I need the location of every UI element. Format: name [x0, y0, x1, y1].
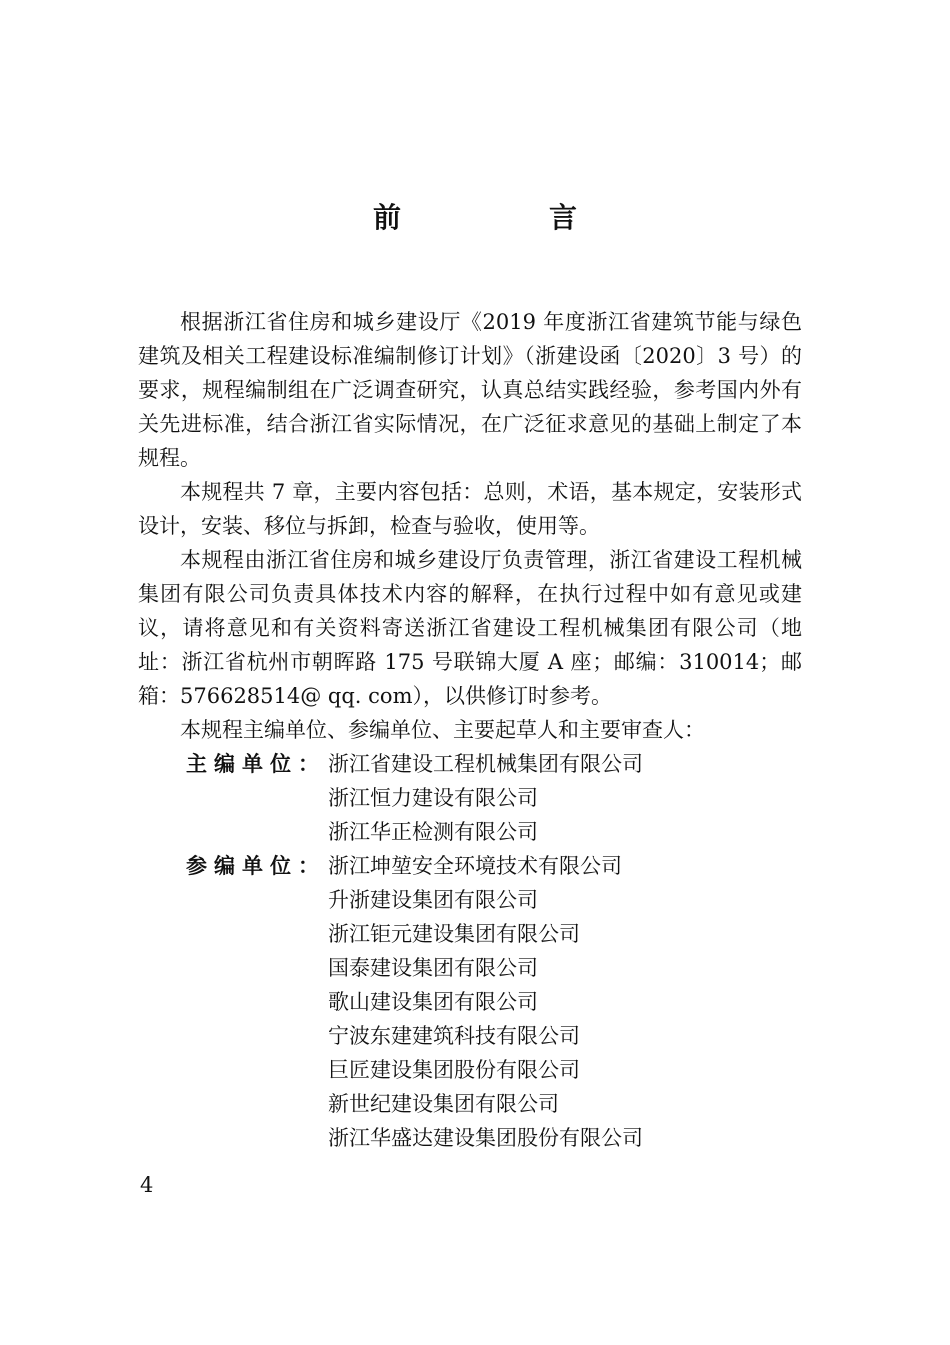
paragraph-management: 本规程由浙江省住房和城乡建设厅负责管理，浙江省建设工程机械集团有限公司负责具体技术内容的解释，在执行过程中如有意见或建议，请将意见和有关资料寄送浙江省建设工程机械集团有限公司（地址：浙江省杭州市朝晖路 175 号联锦大厦 A 座；邮编：310014；邮箱：576628514@ qq. com），以供修订时参考。 [138, 548, 802, 708]
chief-units-group [138, 747, 802, 849]
list-item: 国泰建设集团有限公司 [328, 956, 538, 980]
units-section [138, 747, 802, 1155]
list-item: 浙江恒力建设有限公司 [328, 786, 538, 810]
list-item: 浙江省建设工程机械集团有限公司 [328, 752, 643, 776]
list-item: 歌山建设集团有限公司 [328, 990, 538, 1014]
participating-units-list [328, 849, 643, 1155]
list-item: 巨匠建设集团股份有限公司 [328, 1058, 580, 1082]
preface-body [138, 305, 802, 1155]
page-title: 前 言 [372, 201, 637, 234]
paragraph-contents: 本规程共 7 章，主要内容包括：总则，术语，基本规定，安装形式设计，安装、移位与拆卸，检查与验收，使用等。 [138, 480, 802, 538]
paragraph-background: 根据浙江省住房和城乡建设厅《2019 年度浙江省建筑节能与绿色建筑及相关工程建设标准编制修订计划》（浙建设函〔2020〕3 号）的要求，规程编制组在广泛调查研究，认真总结实践经验，参考国内外有关先进标准，结合浙江省实际情况，在广泛征求意见的基础上制定了本规程。 [138, 310, 802, 470]
participating-units-label: 参编单位： [186, 853, 319, 878]
list-item: 浙江坤堃安全环境技术有限公司 [328, 854, 622, 878]
list-item: 新世纪建设集团有限公司 [328, 1092, 559, 1116]
list-item: 宁波东建建筑科技有限公司 [328, 1024, 580, 1048]
participating-units-group [138, 849, 802, 1155]
chief-units-list [328, 747, 643, 849]
list-item: 浙江钜元建设集团有限公司 [328, 922, 580, 946]
list-item: 浙江华正检测有限公司 [328, 820, 538, 844]
page-number: 4 [140, 1173, 154, 1197]
list-item: 升浙建设集团有限公司 [328, 888, 538, 912]
list-item: 浙江华盛达建设集团股份有限公司 [328, 1126, 643, 1150]
paragraph-units-intro: 本规程主编单位、参编单位、主要起草人和主要审查人： [180, 718, 705, 742]
chief-units-label: 主编单位： [186, 751, 319, 776]
